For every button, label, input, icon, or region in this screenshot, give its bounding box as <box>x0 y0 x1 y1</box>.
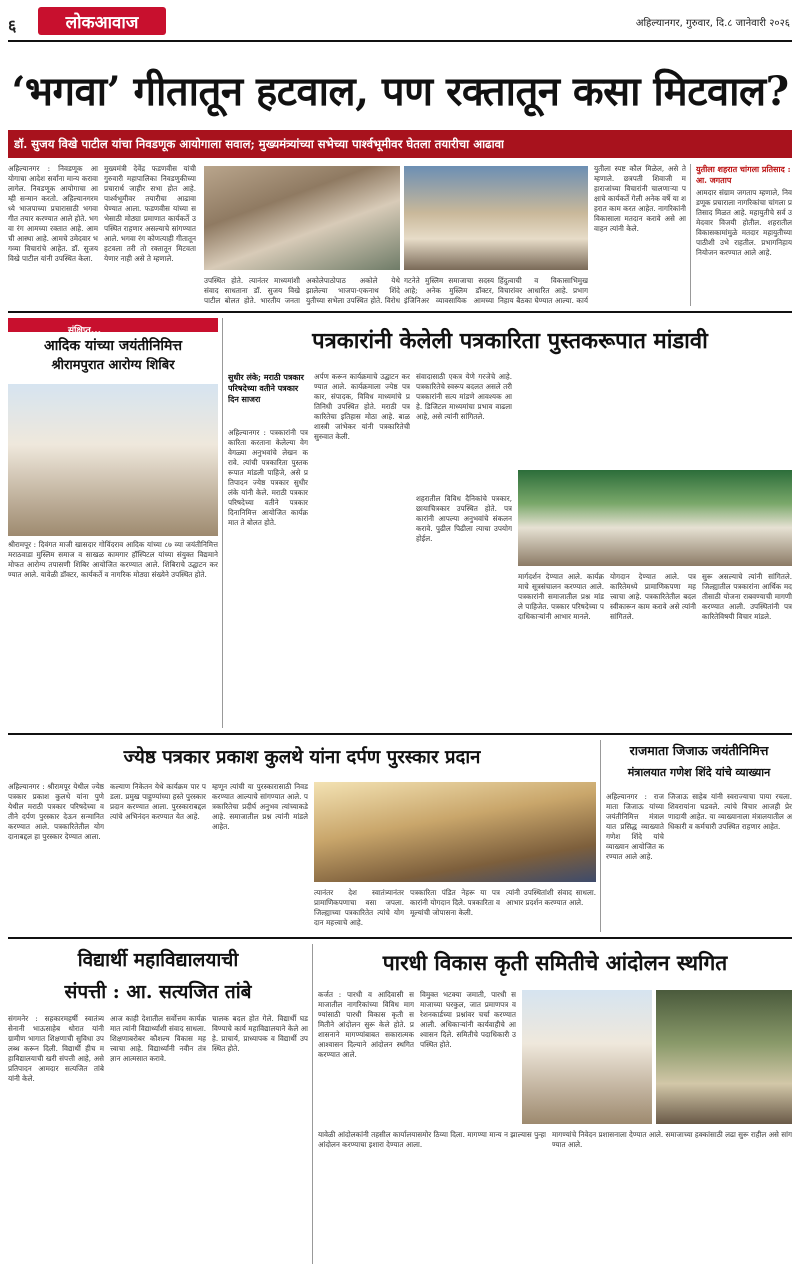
lead-headline: ‘भगवा’ गीतातून हटवाल, पण रक्तातून कसा मिटवाल? <box>11 68 789 115</box>
pardhi-headline: पारधी विकास कृती समितीचे आंदोलन स्थगित <box>382 950 728 975</box>
lead-col1: अहिल्यानगर : निवडणूक आयोगाचा आदेश सर्वांना मान्य करावा लागेल. निवडणूक आयोगाचा आम्ही सन्मान करतो. अहिल्यानगरमध्ये भाजपाच्या प्रचारासाठी भगवा गीत तयार करण्यात आले होते. भगवा रंग आमच्या रक्तात आहे. आमची आस्था आहे. आमचे उमेदवार भगव्या विचारांचे आहेत. डॉ. सुजय विखे पाटील यांनी उपस्थित केला. <box>8 164 98 263</box>
lead-side-title: युतीला शहरात चांगला प्रतिसाद : आ. जगताप <box>696 164 791 185</box>
pardhi-col3: यावेळी आंदोलकांनी तहसील कार्यालयासमोर ठिय्या दिला. मागण्या मान्य न झाल्यास पुन्हा आंदोलन करण्याचा इशारा देण्यात आला. <box>318 1130 546 1149</box>
award-col2: कल्याण निकेतन येथे कार्यक्रम पार पडला. प्रमुख पाहुण्यांच्या हस्ते पुरस्कार प्रदान करण्यात आला. पुरस्काराबद्दल त्यांचे अभिनंदन करण्यात येत आहे. <box>110 782 206 821</box>
award-col3: म्हणून त्यांची या पुरस्कारासाठी निवड करण्यात आल्याचे सांगण्यात आले. पत्रकारितेचा प्रदीर्घ अनुभव त्यांच्याकडे आहे. समाजातील प्रश्न त्यांनी मांडले आहेत. <box>212 782 308 831</box>
press-col7: सुरू असल्याचे त्यांनी सांगितले. जिल्ह्यातील पत्रकारांना आर्थिक मदतीसाठी योजना राबवण्याची मागणी करण्यात आली. उपस्थितांनी पत्रकारितेविषयी विचार मांडले. <box>702 572 792 621</box>
pardhi-col1: कर्जत : पारधी व आदिवासी समाजातील नागरिकांच्या विविध मागण्यांसाठी पारधी विकास कृती समितीने आंदोलन सुरू केले होते. प्रशासनाने मागण्यांबाबत सकारात्मक आश्वासन दिल्याने आंदोलन स्थगित करण्यात आले. <box>318 990 414 1059</box>
award-col1: अहिल्यानगर : श्रीरामपूर येथील ज्येष्ठ पत्रकार प्रकाश कुलथे यांना पुणे येथील मराठी पत्रकार परिषदेच्या वतीने दर्पण पुरस्कार देऊन सन्मानित करण्यात आले. पत्रकारितेतील योगदानाबद्दल हा पुरस्कार देण्यात आला. <box>8 782 104 841</box>
award-col6: त्यांनी उपस्थितांशी संवाद साधला. आभार प्रदर्शन करण्यात आले. <box>506 888 596 907</box>
page-number: ६ <box>8 16 17 35</box>
jijau-col1: अहिल्यानगर : राजमाता जिजाऊ यांच्या जयंतीनिमित्त मंत्रालयात प्रसिद्ध व्याख्याते गणेश शिंदे यांचे व्याख्यान आयोजित करण्यात आले आहे. <box>606 792 664 861</box>
award-headline: ज्येष्ठ पत्रकार प्रकाश कुलथे यांना दर्पण पुरस्कार प्रदान <box>123 747 481 768</box>
lead-col5: गटनेते मुस्लिम समाजाचा सदस्य आहे; अनेक मुस्लिम डॉक्टर, इंजिनिअर व्यावसायिक आमच्या <box>404 276 494 305</box>
college-col3: चालक बदल होत गेले. विद्यार्थी घडविण्याचे कार्य महाविद्यालयाने केले आहे. प्राचार्य, प्राध्यापक व विद्यार्थी उपस्थित होते. <box>212 1014 308 1053</box>
sankshipt-title: आदिक यांच्या जयंतीनिमित्त श्रीरामपुरात आरोग्य शिबिर <box>43 338 183 373</box>
press-col1: अहिल्यानगर : पत्रकारांनी पत्रकारिता करताना केलेल्या वेगवेगळ्या अनुभवांचे लेखन करावे. त्यांची पत्रकारिता पुस्तकरूपात मांडली पाहिजे, असे प्रतिपादन ज्येष्ठ पत्रकार सुधीर लंके यांनी केले. मराठी पत्रकार परिषदेच्या वतीने पत्रकार दिनानिमित्त आयोजित कार्यक्रमात ते बोलत होते. <box>228 428 308 527</box>
jijau-col2: जिजाऊ साहेब यांनी स्वराज्याचा पाया रचला. शिवरायांना घडवले. त्यांचे विचार आजही प्रेरणादायी आहेत. या व्याख्यानाला मंत्रालयातील अधिकारी व कर्मचारी उपस्थित राहणार आहेत. <box>668 792 792 831</box>
pardhi-photo-2 <box>656 990 792 1124</box>
award-col5: पत्रकारिता पंडित नेहरू या पत्रकारांनी योगदान दिले. पत्रकारिता व मूल्यांची जोपासना केली. <box>410 888 500 917</box>
pardhi-col4: मागण्यांचे निवेदन प्रशासनाला देण्यात आले. समाजाच्या हक्कांसाठी लढा सुरू राहील असे सांगण्यात आले. <box>552 1130 792 1149</box>
sankshipt-photo <box>8 384 218 536</box>
jijau-headline: राजमाता जिजाऊ जयंतीनिमित्त मंत्रालयात गणेश शिंदे यांचे व्याख्यान <box>627 743 771 779</box>
lead-side-text: आमदार संग्राम जगताप म्हणाले, निवडणूक प्रचाराला नागरिकांचा चांगला प्रतिसाद मिळत आहे. महायुतीचे सर्व उमेदवार विजयी होतील. शहरातील विकासकामांमुळे मतदार महायुतीच्या पाठीशी उभे राहतील. प्रभागनिहाय नियोजन करण्यात आले आहे. <box>696 188 792 257</box>
press-photo <box>518 470 792 566</box>
press-col3: संवादासाठी एकत्र येणे गरजेचे आहे. पत्रकारितेचे स्वरूप बदलत असले तरी पत्रकारांनी सत्य मांडणे आवश्यक आहे. डिजिटल माध्यमांचा प्रभाव वाढला आहे, असे त्यांनी सांगितले. <box>416 372 512 421</box>
lead-col7: युतीला स्पष्ट कौल मिळेल, असे ते म्हणाले. छत्रपती शिवाजी महाराजांच्या विचारांनी चालणाऱ्या पक्षाचे कार्यकर्ते गेली अनेक वर्षे या शहरात काम करत आहेत. नागरिकांनी विकासाला मतदान करावे असे आवाहन त्यांनी केले. <box>594 164 686 233</box>
college-headline: विद्यार्थी महाविद्यालयाची संपत्ती : आ. सत्यजित तांबे <box>64 949 252 1003</box>
press-col2: अर्पण करून कार्यक्रमाचे उद्घाटन करण्यात आले. कार्यक्रमाला ज्येष्ठ पत्रकार, संपादक, विविध माध्यमांचे प्रतिनिधी उपस्थित होते. मराठी पत्रकारितेचा इतिहास मोठा आहे. बाळशास्त्री जांभेकर यांनी पत्रकारितेची सुरुवात केली. <box>314 372 410 441</box>
lead-photo-1 <box>204 166 400 270</box>
press-col4: शहरातील विविध दैनिकांचे पत्रकार, छायाचित्रकार उपस्थित होते. पत्रकारांनी आपल्या अनुभवांचे संकलन करावे. पुढील पिढीला त्याचा उपयोग होईल. <box>416 494 512 543</box>
masthead <box>0 0 800 60</box>
press-col5: मार्गदर्शन देण्यात आले. कार्यक्रमाचे सूत्रसंचालन करण्यात आले. पत्रकारांनी समाजातील प्रश्न मांडले पाहिजेत. पत्रकार परिषदेच्या पदाधिकाऱ्यांनी आभार मानले. <box>518 572 604 621</box>
dateline: अहिल्यानगर, गुरुवार, दि.८ जानेवारी २०२६ <box>635 18 790 29</box>
sankshipt-text: श्रीरामपूर : दिवंगत माजी खासदार गोविंदराव आदिक यांच्या ८७ व्या जयंतीनिमित्त मराठवाडा मुस्लिम समाज व साखळ कामगार हॉस्पिटल यांच्या संयुक्त विद्यमाने मोफत आरोग्य तपासणी शिबिर आयोजित करण्यात आले. शिबिराचे उद्घाटन करण्यात आले. यावेळी डॉक्टर, कार्यकर्ते व नागरिक मोठ्या संख्येने उपस्थित होते. <box>8 540 218 579</box>
masthead-logo: लोकआवाज <box>38 7 166 35</box>
lead-col4: अकोलेपाठोपाठ अकोले येथे झालेल्या भाजपा-एकनाथ शिंदे युतीच्या सभेला उपस्थित होते. विरोध <box>306 276 400 305</box>
lead-photo-2 <box>404 166 588 270</box>
pardhi-col2: विमुक्त भटक्या जमाती, पारधी समाजाच्या घरकुल, जात प्रमाणपत्र व रेशनकार्डच्या प्रश्नांवर चर्चा करण्यात आली. अधिकाऱ्यांनी कार्यवाहीचे आश्वासन दिले. समितीचे पदाधिकारी उपस्थित होते. <box>420 990 516 1049</box>
press-byline: सुधीर लंके; मराठी पत्रकार परिषदेच्या वतीने पत्रकार दिन साजरा <box>228 372 304 404</box>
award-photo <box>314 782 596 882</box>
award-col4: त्यानंतर देश स्वातंत्र्यानंतर प्रामाणिकपणाचा वसा जपला. जिल्ह्याच्या पत्रकारितेत त्यांचे योगदान महत्त्वाचे आहे. <box>314 888 404 927</box>
press-headline: पत्रकारांनी केलेली पत्रकारिता पुस्तकरूपात मांडावी <box>312 328 708 354</box>
lead-col6: हिंदुत्वाची व विकासाभिमुख विचारांवर आधारित आहे. प्रभागनिहाय बैठका घेण्यात आल्या. कार्य <box>498 276 588 305</box>
lead-banner: डॉ. सुजय विखे पाटील यांचा निवडणूक आयोगाला सवाल; मुख्यमंत्र्यांच्या सभेच्या पार्श्वभूमीवर घेतला तयारीचा आढावा <box>8 130 792 158</box>
lead-col3: उपस्थित होते. त्यानंतर माध्यमांशी संवाद साधताना डॉ. सुजय विखे पाटील बोलत होते. भारतीय जनता <box>204 276 300 305</box>
lead-col2: मुख्यमंत्री देवेंद्र फडणवीस यांची गुरुवारी महापालिका निवडणुकीच्या प्रचारार्थ जाहीर सभा होत आहे. पार्श्वभूमीवर तयारीचा आढावा घेण्यात आला. फडणवीस यांच्या सभेसाठी मोठ्या प्रमाणात कार्यकर्ते उपस्थित राहणार असल्याचे सांगण्यात आले. भगवा रंग कोणत्याही गीतातून हटवला तरी तो रक्तातून मिटवता येणार नाही असे ते म्हणाले. <box>104 164 196 263</box>
pardhi-photo-1 <box>522 990 652 1124</box>
sankshipt-tag: संक्षिप्त... <box>8 318 218 332</box>
college-col2: आज काही देशातील सर्वोत्तम कार्यक्रमात त्यांनी विद्यार्थ्यांशी संवाद साधला. शिक्षणाबरोबर कौशल्य विकास महत्त्वाचा आहे. विद्यार्थ्यांनी नवीन तंत्रज्ञान आत्मसात करावे. <box>110 1014 206 1063</box>
college-col1: संगमनेर : सहकारमहर्षी स्वातंत्र्य सेनानी भाऊसाहेब थोरात यांनी ग्रामीण भागात शिक्षणाची सुविधा उपलब्ध करून दिली. विद्यार्थी हीच महाविद्यालयाची खरी संपत्ती आहे, असे प्रतिपादन आमदार सत्यजित तांबे यांनी केले. <box>8 1014 104 1083</box>
press-col6: योगदान देण्यात आले. पत्रकारितेमध्ये प्रामाणिकपणा महत्त्वाचा आहे. पत्रकारितेतील बदल स्वीकारून काम करावे असे त्यांनी सांगितले. <box>610 572 696 621</box>
